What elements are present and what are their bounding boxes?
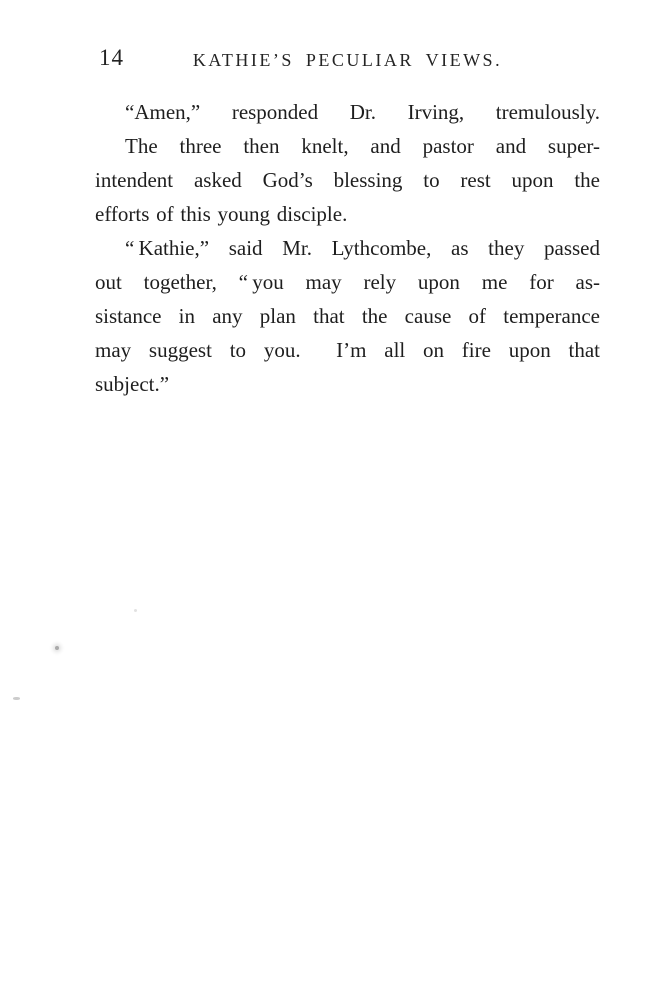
- page-text: [95, 95, 600, 401]
- scan-speck: [55, 646, 59, 650]
- text-line: may suggest to you. I’m all on fire upon that: [95, 338, 600, 362]
- scan-speck: [134, 609, 137, 612]
- text-line: efforts of this young disciple.: [95, 202, 348, 226]
- text-line: The three then knelt, and pastor and super-: [125, 134, 600, 158]
- page-header: [95, 44, 600, 76]
- text-line: “Amen,” responded Dr. Irving, tremulously.: [125, 100, 600, 124]
- scan-speck: [13, 697, 20, 700]
- page-number: 14: [99, 45, 124, 70]
- text-line: out together, “ you may rely upon me for as-: [95, 270, 600, 294]
- text-line: “ Kathie,” said Mr. Lythcombe, as they passed: [125, 236, 600, 260]
- running-header-title: KATHIE’S PECULIAR VIEWS.: [192, 50, 503, 70]
- text-line: intendent asked God’s blessing to rest upon the: [95, 168, 600, 192]
- text-line: sistance in any plan that the cause of temperance: [95, 304, 600, 328]
- text-line: subject.”: [95, 372, 170, 396]
